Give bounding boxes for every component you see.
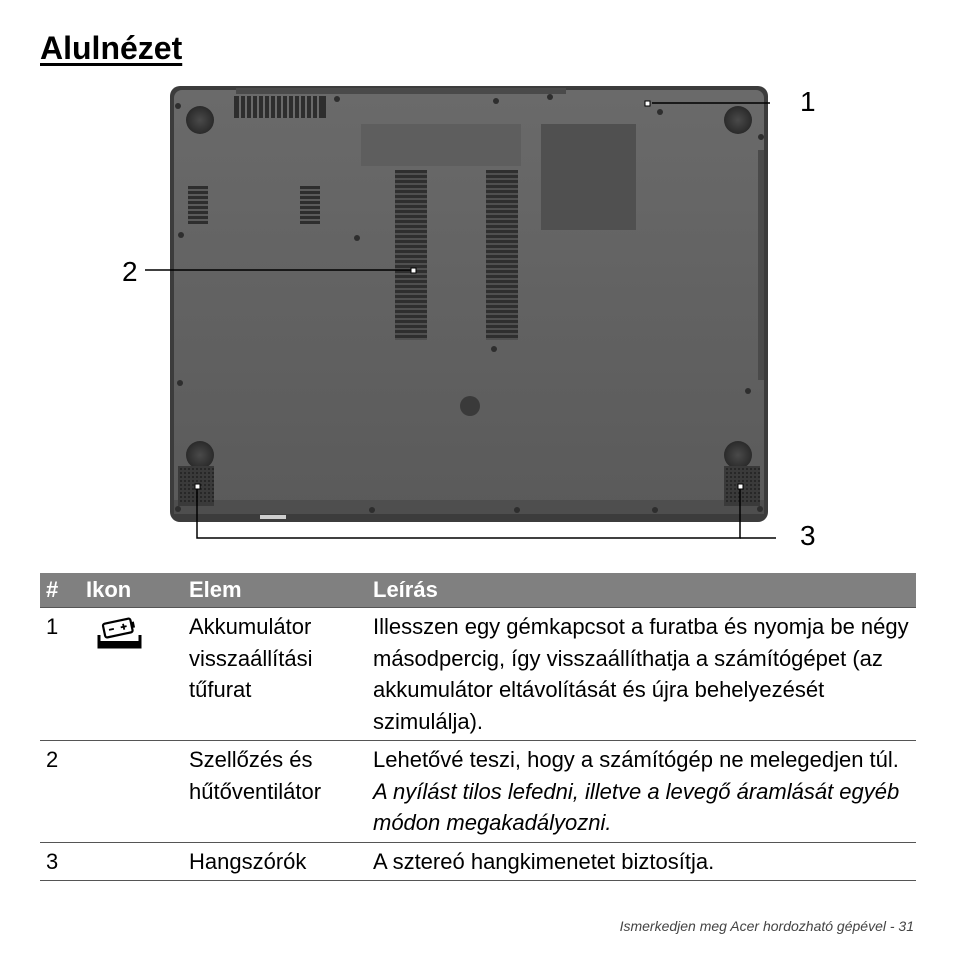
row-description-cell	[367, 741, 916, 843]
row-description-cell	[367, 842, 916, 881]
row-description: A sztereó hangkimenetet biztosítja.	[373, 848, 715, 874]
header-description: Leírás	[367, 573, 916, 608]
table-header-row	[40, 573, 916, 608]
page-footer: Ismerkedjen meg Acer hordozható gépével - 31	[619, 918, 914, 934]
row-description: Illesszen egy gémkapcsot a furatba és nyomja be négy másodpercig, így visszaállíthatja a számítógépet (az akkumulátor eltávolítását és újra behelyezését szimulálja).	[373, 614, 909, 734]
row-description: Lehetővé teszi, hogy a számítógép ne melegedjen túl.	[373, 747, 899, 772]
table-row	[40, 842, 916, 881]
row-number: 3	[40, 842, 80, 881]
header-icon: Ikon	[80, 573, 183, 608]
row-item: Akkumulátor visszaállítási tűfurat	[183, 608, 367, 741]
row-icon-cell	[80, 741, 183, 843]
battery-reset-icon	[96, 617, 144, 651]
row-item: Szellőzés és hűtőventilátor	[183, 741, 367, 843]
row-number: 2	[40, 741, 80, 843]
header-num: #	[40, 573, 80, 608]
row-icon-cell	[80, 608, 183, 741]
table-row	[40, 608, 916, 741]
callout-2: 2	[122, 256, 138, 287]
row-icon-cell	[80, 842, 183, 881]
callout-1: 1	[800, 86, 816, 117]
table-row	[40, 741, 916, 843]
header-item: Elem	[183, 573, 367, 608]
component-table	[40, 573, 916, 881]
page-title: Alulnézet	[40, 30, 183, 66]
row-item: Hangszórók	[183, 842, 367, 881]
callout-3: 3	[800, 520, 816, 551]
row-warning-note: A nyílást tilos lefedni, illetve a levegő áramlását egyéb módon megakadályozni.	[373, 778, 900, 835]
row-description-cell	[367, 608, 916, 741]
row-number: 1	[40, 608, 80, 741]
